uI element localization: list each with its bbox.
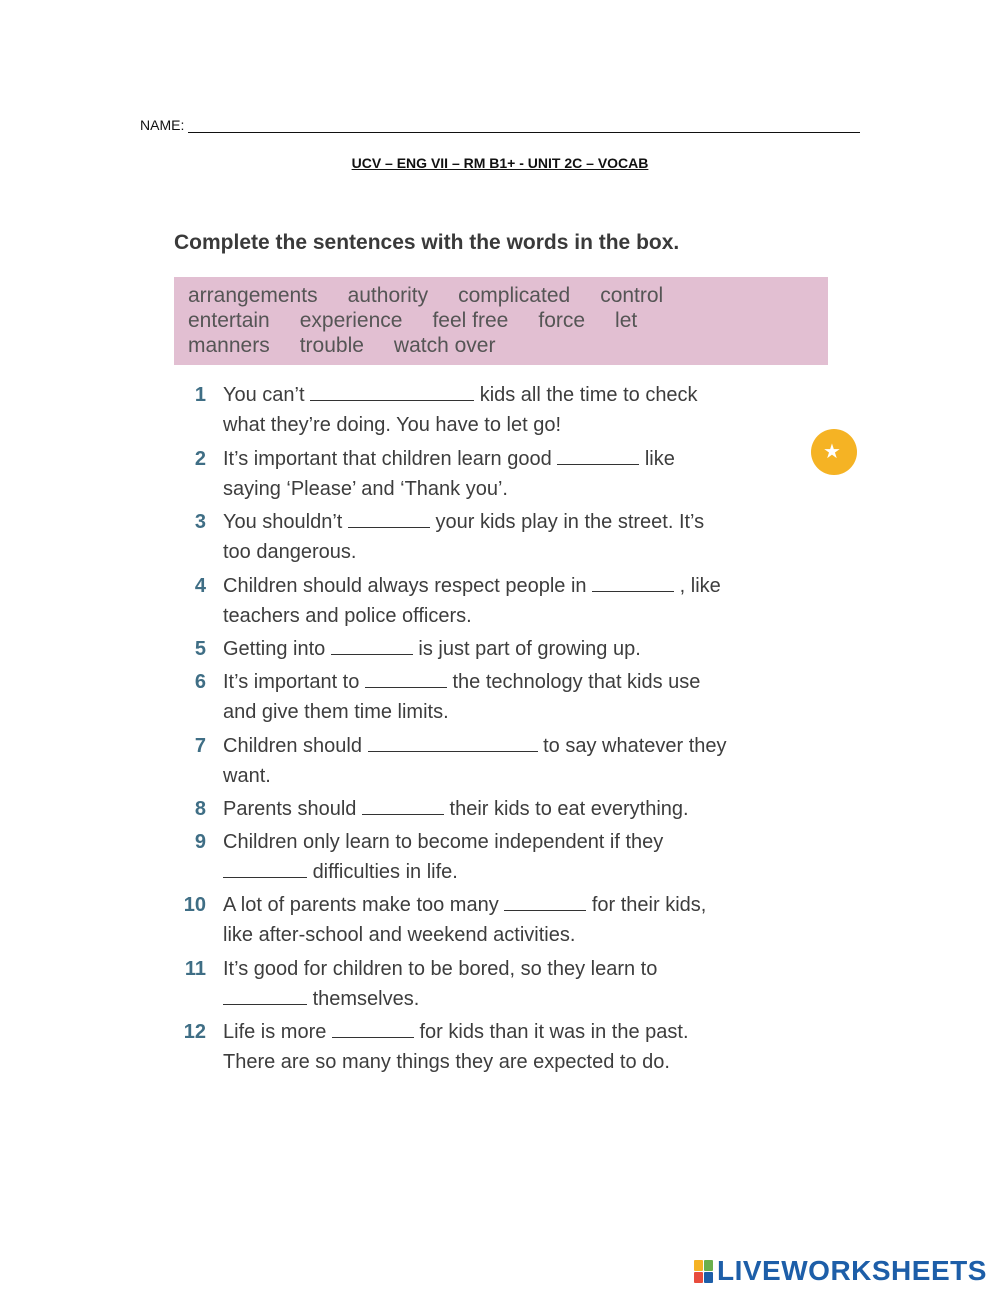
answer-blank[interactable] xyxy=(504,892,586,911)
answer-blank[interactable] xyxy=(223,859,307,878)
word-option: authority xyxy=(347,283,429,307)
sentence-text: Parents should xyxy=(223,798,357,820)
sentence-text: Children should always respect people in xyxy=(223,575,587,597)
exercise-instruction: Complete the sentences with the words in the box. xyxy=(174,231,680,254)
word-option: force xyxy=(538,308,586,332)
sentence-text: to say whatever they xyxy=(543,735,727,757)
sentence-text: Life is more xyxy=(223,1021,327,1043)
sentence-text: saying ‘Please’ and ‘Thank you’. xyxy=(223,478,508,500)
word-box xyxy=(174,277,828,365)
sentence-text: and give them time limits. xyxy=(223,701,449,723)
item-number: 4 xyxy=(194,575,206,597)
word-option: arrangements xyxy=(188,283,318,307)
item-number: 11 xyxy=(184,958,206,980)
item-number: 7 xyxy=(194,735,206,757)
word-option: let xyxy=(615,308,638,332)
name-input-line[interactable] xyxy=(188,117,860,133)
sentence-text: for their kids, xyxy=(591,894,707,916)
sentence-text: for kids than it was in the past. xyxy=(419,1021,689,1043)
sentence-text: It’s important to xyxy=(223,671,360,693)
sentence-text: teachers and police officers. xyxy=(223,605,472,627)
word-option: trouble xyxy=(299,333,364,357)
star-icon: ★ xyxy=(811,429,857,475)
answer-blank[interactable] xyxy=(368,733,538,752)
word-row xyxy=(188,283,814,308)
logo-mark-icon xyxy=(694,1260,713,1283)
document-title: UCV – ENG VII – RM B1+ - UNIT 2C – VOCAB xyxy=(351,155,649,171)
sentence-text: A lot of parents make too many xyxy=(223,894,499,916)
word-row xyxy=(188,308,814,333)
sentence-text: like xyxy=(644,448,675,470)
sentence-text: like after-school and weekend activities. xyxy=(223,924,576,946)
answer-blank[interactable] xyxy=(332,1019,414,1038)
sentence-text: You shouldn’t xyxy=(223,511,343,533)
name-label: NAME: xyxy=(140,117,185,133)
item-number: 1 xyxy=(194,384,206,406)
item-number: 6 xyxy=(194,671,206,693)
answer-blank[interactable] xyxy=(592,573,674,592)
star-badge[interactable] xyxy=(811,429,841,475)
item-number: 12 xyxy=(183,1021,206,1043)
sentence-text: too dangerous. xyxy=(223,541,357,563)
item-number: 10 xyxy=(183,894,206,916)
word-option: manners xyxy=(188,333,270,357)
item-number: 9 xyxy=(194,831,206,853)
sentence-text: the technology that kids use xyxy=(452,671,701,693)
item-number: 5 xyxy=(194,638,206,660)
sentence-text: what they’re doing. You have to let go! xyxy=(223,414,562,436)
word-option: experience xyxy=(299,308,403,332)
answer-blank[interactable] xyxy=(223,986,307,1005)
sentence-text: It’s good for children to be bored, so they learn to xyxy=(223,958,658,980)
sentence-text: You can’t xyxy=(223,384,305,406)
sentence-text: difficulties in life. xyxy=(312,861,458,883)
name-line xyxy=(140,117,860,133)
word-option: complicated xyxy=(458,283,571,307)
sentence-text: want. xyxy=(223,765,271,787)
sentence-text: , like xyxy=(679,575,721,597)
sentence-text: There are so many things they are expected to do. xyxy=(223,1051,670,1073)
word-option: feel free xyxy=(432,308,509,332)
sentence-text: Children should xyxy=(223,735,362,757)
sentence-text: kids all the time to check xyxy=(479,384,698,406)
sentence-text: Children only learn to become independent if they xyxy=(223,831,664,853)
answer-blank[interactable] xyxy=(348,509,430,528)
answer-blank[interactable] xyxy=(362,796,444,815)
liveworksheets-logo xyxy=(694,1255,987,1287)
sentence-text: It’s important that children learn good xyxy=(223,448,552,470)
word-row xyxy=(188,333,814,358)
word-option: watch over xyxy=(393,333,496,357)
item-number: 8 xyxy=(194,798,206,820)
sentence-text: your kids play in the street. It’s xyxy=(435,511,705,533)
item-number: 2 xyxy=(194,448,206,470)
answer-blank[interactable] xyxy=(365,669,447,688)
item-number: 3 xyxy=(194,511,206,533)
logo-wordmark: LIVEWORKSHEETS xyxy=(717,1255,987,1286)
sentence-text: themselves. xyxy=(312,988,420,1010)
sentence-text: is just part of growing up. xyxy=(418,638,641,660)
sentence-text: Getting into xyxy=(223,638,326,660)
answer-blank[interactable] xyxy=(310,382,474,401)
word-option: entertain xyxy=(188,308,270,332)
answer-blank[interactable] xyxy=(331,636,413,655)
word-option: control xyxy=(600,283,664,307)
sentence-text: their kids to eat everything. xyxy=(449,798,689,820)
answer-blank[interactable] xyxy=(557,446,639,465)
